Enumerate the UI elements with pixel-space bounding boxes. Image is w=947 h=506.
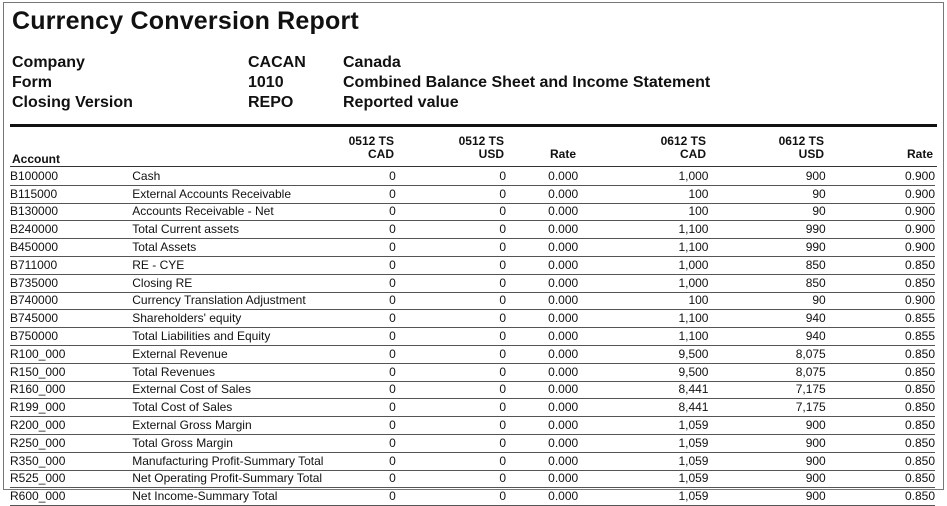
meta-desc: Canada	[343, 54, 401, 71]
account-code-cell: R250_000	[10, 434, 132, 452]
table-row	[10, 345, 935, 363]
account-description-cell: Net Income-Summary Total	[132, 488, 358, 506]
header-underline	[10, 166, 937, 167]
cad-0612-cell: 8,441	[578, 381, 708, 399]
table-row	[10, 292, 935, 310]
account-code-cell: R160_000	[10, 381, 132, 399]
usd-0612-cell: 90	[708, 203, 825, 221]
account-code-cell: B750000	[10, 328, 132, 346]
cad-0612-cell: 1,000	[578, 274, 708, 292]
cad-0512-cell: 0	[359, 239, 396, 257]
header-bottom: CAD	[680, 147, 706, 161]
cad-0612-cell: 1,000	[578, 168, 708, 185]
usd-0612-cell: 900	[708, 470, 825, 488]
rate-0612-cell: 0.850	[826, 452, 935, 470]
report-page	[3, 2, 944, 504]
header-rate-0612	[884, 148, 933, 161]
rate-0612-cell: 0.855	[826, 328, 935, 346]
meta-code: REPO	[248, 94, 294, 111]
cad-0612-cell: 1,100	[578, 310, 708, 328]
account-description-cell: External Accounts Receivable	[132, 185, 358, 203]
table-row	[10, 185, 935, 203]
rate-0512-cell: 0.000	[506, 399, 578, 417]
account-description-cell: Currency Translation Adjustment	[132, 292, 358, 310]
usd-0612-cell: 7,175	[708, 399, 825, 417]
cad-0612-cell: 9,500	[578, 345, 708, 363]
meta-code: 1010	[248, 74, 284, 91]
table-row	[10, 363, 935, 381]
usd-0612-cell: 8,075	[708, 345, 825, 363]
rate-0512-cell: 0.000	[506, 381, 578, 399]
table-row	[10, 239, 935, 257]
account-description-cell: Total Assets	[132, 239, 358, 257]
table-row	[10, 168, 935, 185]
usd-0512-cell: 0	[396, 363, 506, 381]
usd-0512-cell: 0	[396, 221, 506, 239]
report-title: Currency Conversion Report	[12, 7, 359, 35]
meta-row-company	[12, 53, 710, 73]
usd-0612-cell: 8,075	[708, 363, 825, 381]
usd-0612-cell: 900	[708, 168, 825, 185]
table-row	[10, 221, 935, 239]
account-description-cell: Accounts Receivable - Net	[132, 203, 358, 221]
cad-0512-cell: 0	[359, 417, 396, 435]
account-description-cell: Closing RE	[132, 274, 358, 292]
rate-0612-cell: 0.850	[826, 274, 935, 292]
usd-0512-cell: 0	[396, 239, 506, 257]
table-row	[10, 203, 935, 221]
rate-0512-cell: 0.000	[506, 434, 578, 452]
rate-0512-cell: 0.000	[506, 417, 578, 435]
rate-0512-cell: 0.000	[506, 470, 578, 488]
table-row	[10, 274, 935, 292]
usd-0612-cell: 940	[708, 310, 825, 328]
cad-0512-cell: 0	[359, 221, 396, 239]
usd-0512-cell: 0	[396, 417, 506, 435]
cad-0512-cell: 0	[359, 363, 396, 381]
header-bottom: CAD	[368, 147, 394, 161]
account-description-cell: Total Gross Margin	[132, 434, 358, 452]
account-description-cell: External Revenue	[132, 345, 358, 363]
cad-0612-cell: 1,100	[578, 239, 708, 257]
cad-0612-cell: 1,059	[578, 434, 708, 452]
conversion-table-body	[10, 168, 935, 506]
meta-label: Form	[12, 74, 52, 91]
cad-0512-cell: 0	[359, 381, 396, 399]
table-row	[10, 256, 935, 274]
cad-0512-cell: 0	[359, 452, 396, 470]
header-rule	[10, 124, 937, 127]
meta-desc: Reported value	[343, 94, 459, 111]
rate-0512-cell: 0.000	[506, 185, 578, 203]
rate-0512-cell: 0.000	[506, 488, 578, 506]
usd-0512-cell: 0	[396, 345, 506, 363]
table-row	[10, 310, 935, 328]
usd-0612-cell: 990	[708, 221, 825, 239]
account-code-cell: B240000	[10, 221, 132, 239]
rate-0612-cell: 0.850	[826, 381, 935, 399]
header-bottom: USD	[798, 147, 824, 161]
usd-0612-cell: 90	[708, 292, 825, 310]
conversion-table	[10, 168, 935, 506]
rate-0612-cell: 0.850	[826, 434, 935, 452]
cad-0612-cell: 100	[578, 292, 708, 310]
header-label: Rate	[906, 147, 933, 161]
rate-0512-cell: 0.000	[506, 274, 578, 292]
usd-0512-cell: 0	[396, 256, 506, 274]
account-code-cell: B735000	[10, 274, 132, 292]
account-description-cell: Net Operating Profit-Summary Total	[132, 470, 358, 488]
header-usd-0512	[444, 135, 504, 161]
account-code-cell: R600_000	[10, 488, 132, 506]
rate-0512-cell: 0.000	[506, 292, 578, 310]
header-usd-0612	[764, 135, 824, 161]
account-code-cell: B130000	[10, 203, 132, 221]
rate-0612-cell: 0.850	[826, 417, 935, 435]
header-cad-0612	[644, 135, 706, 161]
cad-0512-cell: 0	[359, 434, 396, 452]
account-code-cell: B711000	[10, 256, 132, 274]
rate-0612-cell: 0.850	[826, 345, 935, 363]
table-row	[10, 452, 935, 470]
account-description-cell: Total Revenues	[132, 363, 358, 381]
cad-0512-cell: 0	[359, 274, 396, 292]
account-description-cell: External Gross Margin	[132, 417, 358, 435]
rate-0612-cell: 0.900	[826, 221, 935, 239]
cad-0612-cell: 100	[578, 185, 708, 203]
usd-0612-cell: 850	[708, 274, 825, 292]
rate-0612-cell: 0.850	[826, 488, 935, 506]
cad-0512-cell: 0	[359, 256, 396, 274]
rate-0512-cell: 0.000	[506, 203, 578, 221]
cad-0612-cell: 1,000	[578, 256, 708, 274]
rate-0512-cell: 0.000	[506, 239, 578, 257]
usd-0612-cell: 7,175	[708, 381, 825, 399]
account-code-cell: B745000	[10, 310, 132, 328]
cad-0512-cell: 0	[359, 470, 396, 488]
rate-0512-cell: 0.000	[506, 310, 578, 328]
rate-0512-cell: 0.000	[506, 168, 578, 185]
header-label: Rate	[549, 147, 576, 161]
meta-row-form	[12, 73, 710, 93]
account-description-cell: External Cost of Sales	[132, 381, 358, 399]
cad-0612-cell: 9,500	[578, 363, 708, 381]
cad-0612-cell: 1,059	[578, 452, 708, 470]
usd-0512-cell: 0	[396, 328, 506, 346]
rate-0512-cell: 0.000	[506, 221, 578, 239]
usd-0612-cell: 850	[708, 256, 825, 274]
account-code-cell: B100000	[10, 168, 132, 185]
rate-0512-cell: 0.000	[506, 328, 578, 346]
cad-0512-cell: 0	[359, 310, 396, 328]
cad-0512-cell: 0	[359, 168, 396, 185]
cad-0512-cell: 0	[359, 203, 396, 221]
header-top: 0512 TS	[458, 134, 504, 148]
rate-0512-cell: 0.000	[506, 345, 578, 363]
meta-label: Closing Version	[12, 94, 133, 111]
account-code-cell: B450000	[10, 239, 132, 257]
cad-0612-cell: 1,059	[578, 488, 708, 506]
account-code-cell: R350_000	[10, 452, 132, 470]
table-row	[10, 328, 935, 346]
meta-desc: Combined Balance Sheet and Income Statement	[343, 74, 711, 91]
cad-0612-cell: 8,441	[578, 399, 708, 417]
account-code-cell: B740000	[10, 292, 132, 310]
account-description-cell: Cash	[132, 168, 358, 185]
rate-0612-cell: 0.900	[826, 168, 935, 185]
usd-0512-cell: 0	[396, 310, 506, 328]
cad-0512-cell: 0	[359, 328, 396, 346]
cad-0512-cell: 0	[359, 488, 396, 506]
usd-0612-cell: 900	[708, 417, 825, 435]
usd-0512-cell: 0	[396, 168, 506, 185]
usd-0512-cell: 0	[396, 470, 506, 488]
rate-0512-cell: 0.000	[506, 452, 578, 470]
table-row	[10, 470, 935, 488]
rate-0612-cell: 0.900	[826, 292, 935, 310]
header-bottom: USD	[478, 147, 504, 161]
cad-0612-cell: 1,100	[578, 221, 708, 239]
account-description-cell: Total Liabilities and Equity	[132, 328, 358, 346]
usd-0612-cell: 900	[708, 452, 825, 470]
report-meta	[12, 53, 710, 113]
rate-0612-cell: 0.900	[826, 203, 935, 221]
rate-0512-cell: 0.000	[506, 256, 578, 274]
table-row	[10, 488, 935, 506]
usd-0612-cell: 940	[708, 328, 825, 346]
rate-0612-cell: 0.900	[826, 185, 935, 203]
account-description-cell: Total Current assets	[132, 221, 358, 239]
usd-0512-cell: 0	[396, 399, 506, 417]
usd-0512-cell: 0	[396, 488, 506, 506]
usd-0612-cell: 900	[708, 434, 825, 452]
usd-0512-cell: 0	[396, 452, 506, 470]
rate-0612-cell: 0.900	[826, 239, 935, 257]
cad-0612-cell: 1,059	[578, 417, 708, 435]
usd-0512-cell: 0	[396, 185, 506, 203]
meta-row-closing-version	[12, 93, 710, 113]
rate-0612-cell: 0.850	[826, 399, 935, 417]
account-description-cell: Manufacturing Profit-Summary Total	[132, 452, 358, 470]
account-code-cell: R525_000	[10, 470, 132, 488]
rate-0612-cell: 0.850	[826, 363, 935, 381]
usd-0512-cell: 0	[396, 274, 506, 292]
table-row	[10, 381, 935, 399]
cad-0612-cell: 1,100	[578, 328, 708, 346]
account-description-cell: RE - CYE	[132, 256, 358, 274]
account-code-cell: R150_000	[10, 363, 132, 381]
cad-0512-cell: 0	[359, 399, 396, 417]
usd-0512-cell: 0	[396, 203, 506, 221]
header-cad-0512	[334, 135, 394, 161]
usd-0612-cell: 90	[708, 185, 825, 203]
cad-0512-cell: 0	[359, 345, 396, 363]
usd-0512-cell: 0	[396, 434, 506, 452]
table-row	[10, 434, 935, 452]
account-description-cell: Total Cost of Sales	[132, 399, 358, 417]
usd-0612-cell: 990	[708, 239, 825, 257]
account-code-cell: R100_000	[10, 345, 132, 363]
account-code-cell: R199_000	[10, 399, 132, 417]
rate-0512-cell: 0.000	[506, 363, 578, 381]
header-top: 0612 TS	[778, 134, 824, 148]
usd-0512-cell: 0	[396, 292, 506, 310]
header-rate-0512	[524, 148, 576, 161]
account-description-cell: Shareholders' equity	[132, 310, 358, 328]
rate-0612-cell: 0.855	[826, 310, 935, 328]
rate-0612-cell: 0.850	[826, 256, 935, 274]
account-code-cell: R200_000	[10, 417, 132, 435]
cad-0512-cell: 0	[359, 292, 396, 310]
header-account: Account	[12, 152, 60, 166]
header-top: 0512 TS	[348, 134, 394, 148]
rate-0612-cell: 0.850	[826, 470, 935, 488]
meta-label: Company	[12, 54, 85, 71]
cad-0612-cell: 100	[578, 203, 708, 221]
account-code-cell: B115000	[10, 185, 132, 203]
meta-code: CACAN	[248, 54, 306, 71]
header-top: 0612 TS	[660, 134, 706, 148]
table-row	[10, 399, 935, 417]
table-row	[10, 417, 935, 435]
usd-0512-cell: 0	[396, 381, 506, 399]
usd-0612-cell: 900	[708, 488, 825, 506]
cad-0612-cell: 1,059	[578, 470, 708, 488]
cad-0512-cell: 0	[359, 185, 396, 203]
